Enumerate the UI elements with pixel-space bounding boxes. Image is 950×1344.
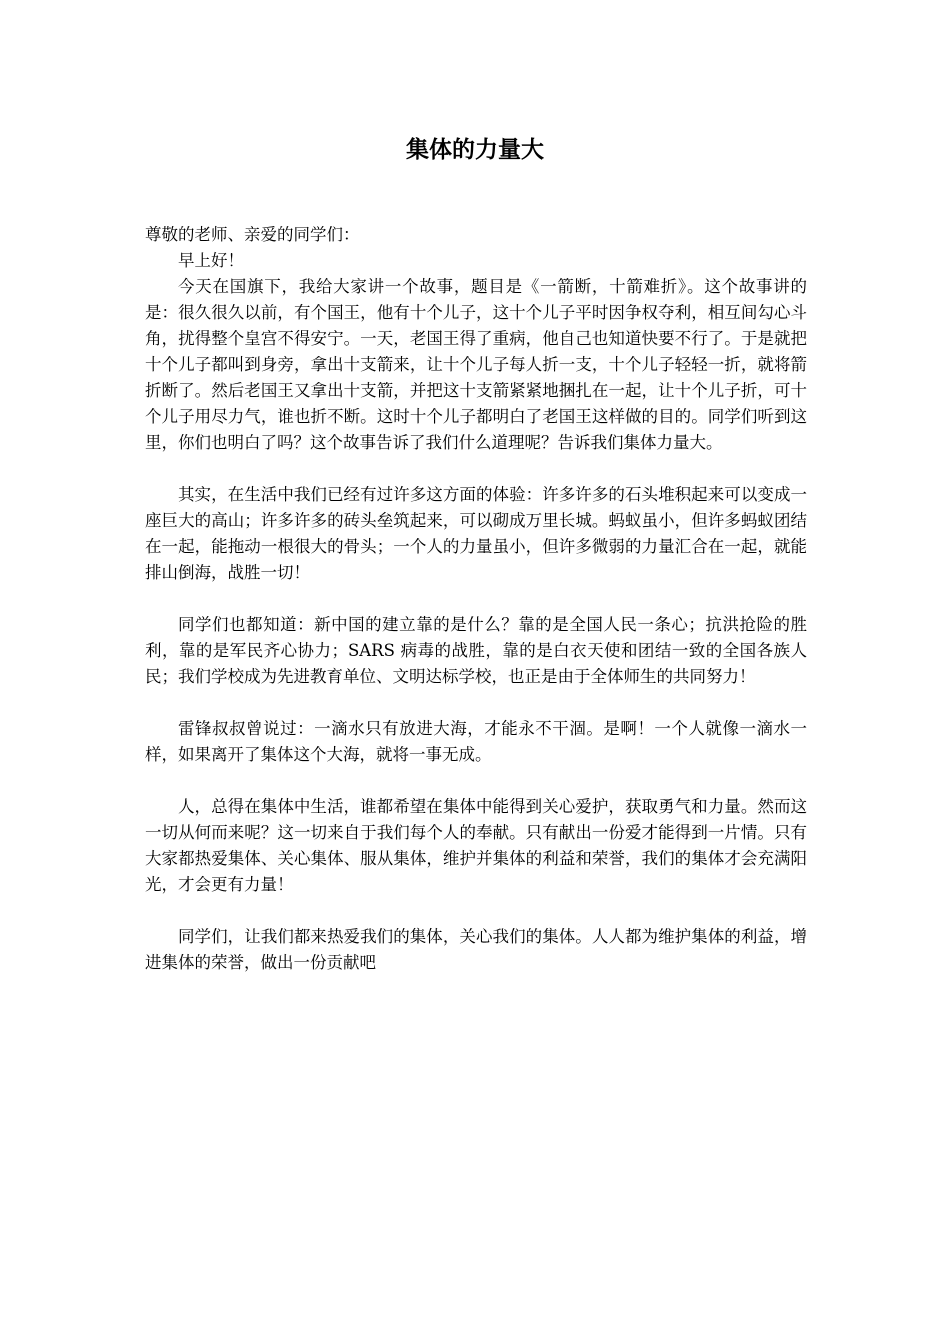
paragraph-spacer bbox=[145, 768, 807, 794]
paragraph-closing: 同学们，让我们都来热爱我们的集体，关心我们的集体。人人都为维护集体的利益，增进集体的荣誉，做出一份贡献吧 bbox=[145, 927, 807, 972]
document-title: 集体的力量大 bbox=[406, 137, 544, 163]
paragraph-lei-feng: 雷锋叔叔曾说过：一滴水只有放进大海，才能永不干涸。是啊！一个人就像一滴水一样，如果离开了集体这个大海，就将一事无成。 bbox=[145, 719, 807, 764]
paragraph-spacer bbox=[145, 456, 807, 482]
document-body bbox=[145, 222, 807, 976]
greeting: 早上好！ bbox=[178, 251, 244, 270]
paragraph-story: 今天在国旗下，我给大家讲一个故事，题目是《一箭断，十箭难折》。这个故事讲的是：很久很久以前，有个国王，他有十个儿子，这十个儿子平时因争权夺利，相互间勾心斗角，扰得整个皇宫不得安宁。一天，老国王得了重病，他自己也知道快要不行了。于是就把十个儿子都叫到身旁，拿出十支箭来，让十个儿子每人折一支，十个儿子轻轻一折，就将箭折断了。然后老国王又拿出十支箭，并把这十支箭紧紧地捆扎在一起，让十个儿子折，可十个儿子用尽力气，谁也折不断。这时十个儿子都明白了老国王这样做的目的。同学们听到这里，你们也明白了吗？这个故事告诉了我们什么道理呢？告诉我们集体力量大。 bbox=[145, 277, 807, 452]
paragraph-spacer bbox=[145, 898, 807, 924]
paragraph-spacer bbox=[145, 690, 807, 716]
paragraph-examples: 同学们也都知道：新中国的建立靠的是什么？靠的是全国人民一条心；抗洪抢险的胜利，靠的是军民齐心协力；SARS 病毒的战胜，靠的是白衣天使和团结一致的全国各族人民；我们学校成为先进教育单位、文明达标学校，也正是由于全体师生的共同努力！ bbox=[145, 615, 807, 686]
paragraph-dedication: 人，总得在集体中生活，谁都希望在集体中能得到关心爱护，获取勇气和力量。然而这一切从何而来呢？这一切来自于我们每个人的奉献。只有献出一份爱才能得到一片情。只有大家都热爱集体、关心集体、服从集体，维护并集体的利益和荣誉，我们的集体才会充满阳光，才会更有力量！ bbox=[145, 797, 807, 894]
paragraph-spacer bbox=[145, 586, 807, 612]
salutation: 尊敬的老师、亲爱的同学们： bbox=[145, 225, 360, 244]
paragraph-experience: 其实，在生活中我们已经有过许多这方面的体验：许多许多的石头堆积起来可以变成一座巨大的高山；许多许多的砖头垒筑起来，可以砌成万里长城。蚂蚁虽小，但许多蚂蚁团结在一起，能拖动一根很大的骨头；一个人的力量虽小，但许多微弱的力量汇合在一起，就能排山倒海，战胜一切！ bbox=[145, 485, 807, 582]
